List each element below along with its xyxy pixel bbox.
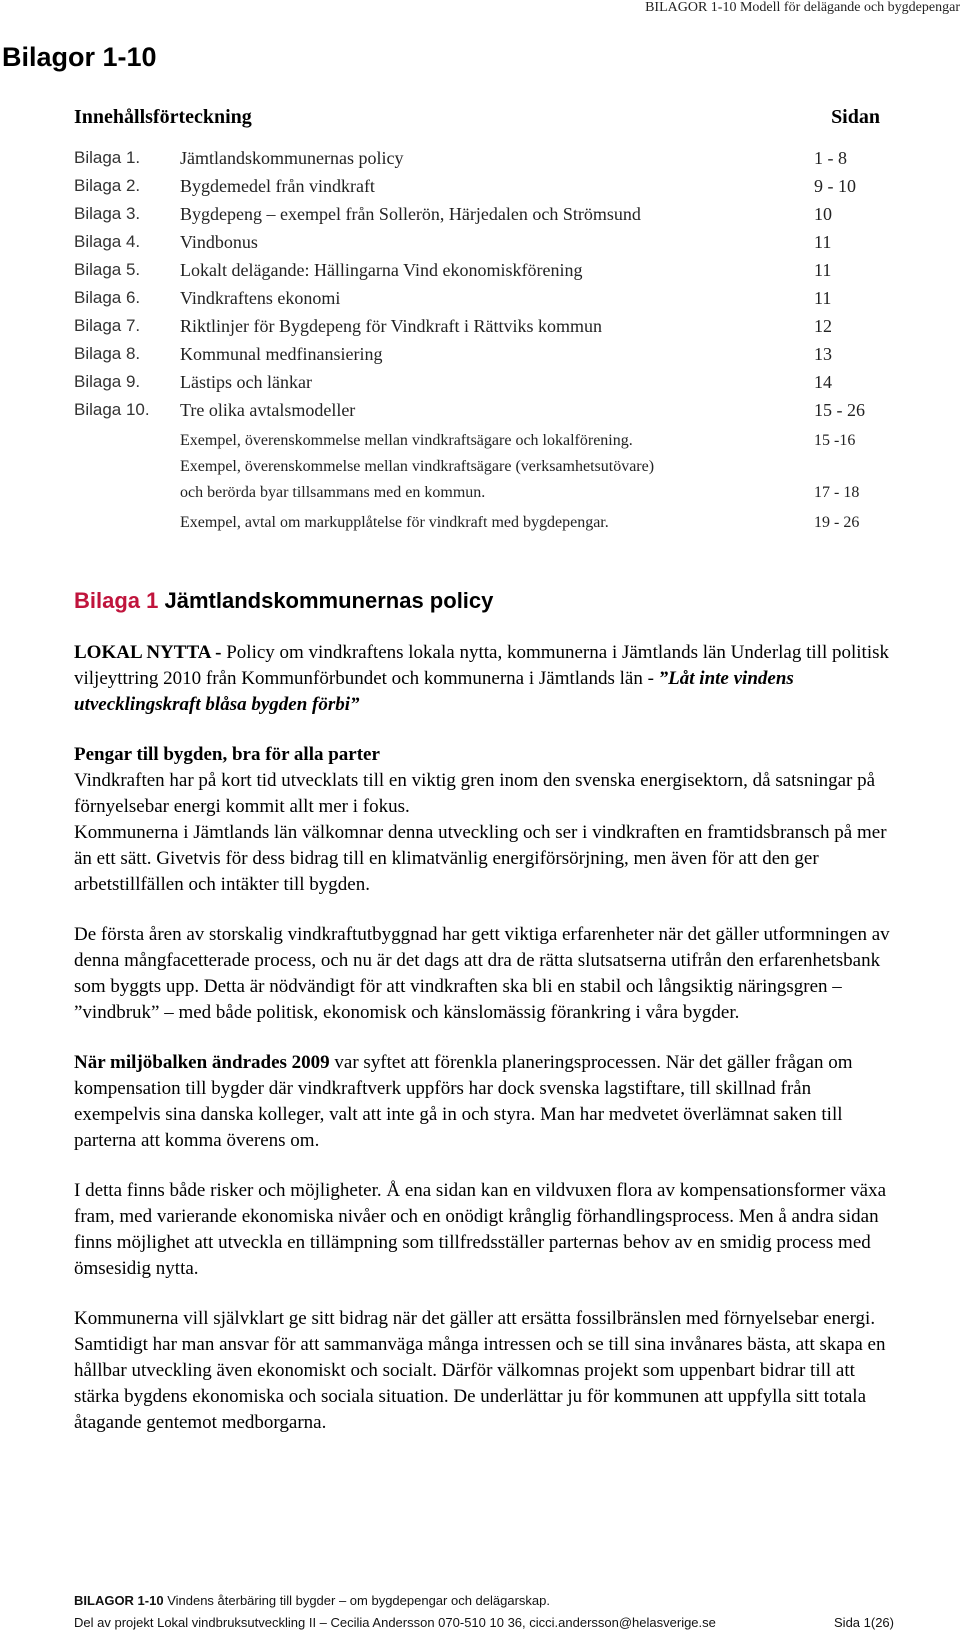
toc-row-page: 13 [814,344,832,364]
toc-row-title: Bygdemedel från vindkraft [180,176,375,196]
toc-sub-page: 19 - 26 [814,514,860,531]
toc-row-title: Riktlinjer för Bygdepeng för Vindkraft i Rättviks kommun [180,316,603,336]
toc-row-page: 15 - 26 [814,400,865,420]
toc-row [74,316,880,344]
toc-row-page: 11 [814,260,832,280]
toc-sub-line: Exempel, avtal om markupplåtelse för vindkraft med bygdepengar. [180,514,609,531]
footer-bold: BILAGOR 1-10 [74,1593,164,1608]
paragraph: I detta finns både risker och möjligheter. Å ena sidan kan en vildvuxen flora av kompensationsformer växa fram, med varierande ekonomiska nivåer och en onödigt krånglig förhandlingsprocess. Men å andra sidan finns möjlighet att utveckla en tillämpning som tillfredsställer parternas behov av en smidig process med ömsesidig nytta. [74,1180,886,1279]
section-label: Bilaga 1 [74,588,159,613]
toc-sub-line: Exempel, överenskommelse mellan vindkraftsägare och lokalförening. [180,432,633,449]
toc-row [74,176,880,204]
toc-row [74,400,880,428]
toc-row [74,372,880,400]
toc-page-heading: Sidan [831,106,880,128]
toc-row [74,260,880,288]
paragraph-bold: När miljöbalken ändrades 2009 [74,1052,330,1073]
section-heading: Jämtlandskommunernas policy [164,588,494,613]
toc-row-title: Lästips och länkar [180,372,312,392]
toc-row-number: Bilaga 7. [74,316,141,335]
toc-sub-line: och berörda byar tillsammans med en kommun. [180,484,486,501]
toc-sub-item [180,428,880,454]
table-of-contents [74,106,880,536]
toc-heading: Innehållsförteckning [74,106,252,128]
toc-row-title: Lokalt delägande: Hällingarna Vind ekonomiskförening [180,260,583,280]
toc-row-number: Bilaga 1. [74,148,141,167]
paragraph: Kommunerna i Jämtlands län välkomnar denna utveckling och ser i vindkraften en framtidsbransch på mer än ett sätt. Givetvis för dess bidrag till en klimatvänlig energiförsörjning, men även för att den ger arbetstillfällen och intäkter till bygden. [74,822,887,895]
toc-row-number: Bilaga 4. [74,232,141,251]
toc-row-page: 10 [814,204,832,224]
intro-bold: LOKAL NYTTA - [74,642,222,663]
intro-paragraph [74,640,894,718]
toc-row-title: Kommunal medfinansiering [180,344,383,364]
toc-row [74,288,880,316]
intro-text: Policy om vindkraftens lokala nytta, kommunerna i Jämtlands län Underlag till politisk viljeyttring 2010 från Kommunförbundet och kommunerna i Jämtlands län - [74,642,889,689]
document-title: Bilagor 1-10 [2,42,157,72]
section-title [74,588,493,614]
paragraph: De första åren av storskalig vindkraftutbyggnad har gett viktiga erfarenheter när det gäller utformningen av denna mångfacetterade process, och nu är det dags att dra de rätta slutsatserna utifrån den erfarenhetsbank som byggts upp. Detta är nödvändigt för att vindkraften ska bli en stabil och långsiktig näringsgren – ”vindbruk” – med både politisk, ekonomisk och känslomässig förankring i våra bygder. [74,924,890,1023]
running-header: BILAGOR 1-10 Modell för delägande och bygdepengar [645,0,960,15]
toc-row-number: Bilaga 8. [74,344,141,363]
toc-row-number: Bilaga 5. [74,260,141,279]
paragraph: Kommunerna vill självklart ge sitt bidrag när det gäller att ersätta fossilbränslen med förnyelsebar energi. Samtidigt har man ansvar för att sammanväga många intressen och se till sina invånares bästa, att skapa en hållbar utveckling även ekonomiskt och socialt. Därför välkomnas projekt som uppenbart bidrar till att stärka bygdens ekonomiska och sociala situation. De underlättar ju för kommunen att uppfylla sitt totala åtagande gentemot medborgarna. [74,1308,886,1433]
toc-row-number: Bilaga 3. [74,204,141,223]
toc-row [74,148,880,176]
subheading [74,742,894,768]
toc-row-title: Vindbonus [180,232,258,252]
toc-row-page: 1 - 8 [814,148,847,168]
toc-row-number: Bilaga 6. [74,288,141,307]
toc-row-number: Bilaga 2. [74,176,141,195]
footer-contact: Del av projekt Lokal vindbruksutveckling II – Cecilia Andersson 070-510 10 36, cicci.andersson@helasverige.se [74,1615,716,1630]
subheading-text: Pengar till bygden, bra för alla parter [74,744,380,765]
toc-sub-item [180,454,880,506]
toc-sub-page: 17 - 18 [814,484,860,501]
toc-header [74,106,880,148]
toc-row-page: 11 [814,232,832,252]
toc-row-title: Tre olika avtalsmodeller [180,400,356,420]
paragraph [74,1050,894,1154]
toc-row-number: Bilaga 10. [74,400,150,419]
toc-sub-page: 15 -16 [814,432,856,449]
intro-quote: ”Låt inte vindens utvecklingskraft blåsa bygden förbi” [74,668,794,715]
paragraph-text: var syftet att förenkla planeringsprocessen. När det gäller frågan om kompensation till bygder där vindkraftverk uppförs har dock svenska lagstiftare, till skillnad från exempelvis sina danska kolleger, valt att inte gå in och styra. Man har medvetet överlämnat saken till parterna att komma överens om. [74,1052,853,1151]
toc-row-title: Jämtlandskommunernas policy [180,148,404,168]
toc-row-page: 9 - 10 [814,176,856,196]
toc-sub-item [180,510,880,536]
footer-line [74,1590,894,1612]
paragraph: Vindkraften har på kort tid utvecklats till en viktig gren inom den svenska energisektorn, då satsningar på förnyelsebar energi kommit allt mer i fokus. [74,770,876,817]
toc-row-number: Bilaga 9. [74,372,141,391]
toc-row-page: 11 [814,288,832,308]
toc-row [74,232,880,260]
footer-line [74,1612,894,1634]
footer-text: Vindens återbäring till bygder – om bygdepengar och delägarskap. [163,1593,550,1608]
page-footer [74,1590,894,1634]
toc-row [74,204,880,232]
toc-row-page: 12 [814,316,832,336]
toc-row [74,344,880,372]
body-text [74,640,894,1460]
toc-sub-line: Exempel, överenskommelse mellan vindkraftsägare (verksamhetsutövare) [180,458,655,475]
toc-row-page: 14 [814,372,832,392]
page-number: Sida 1(26) [834,1615,894,1630]
toc-row-title: Bygdepeng – exempel från Sollerön, Härjedalen och Strömsund [180,204,641,224]
toc-row-title: Vindkraftens ekonomi [180,288,341,308]
